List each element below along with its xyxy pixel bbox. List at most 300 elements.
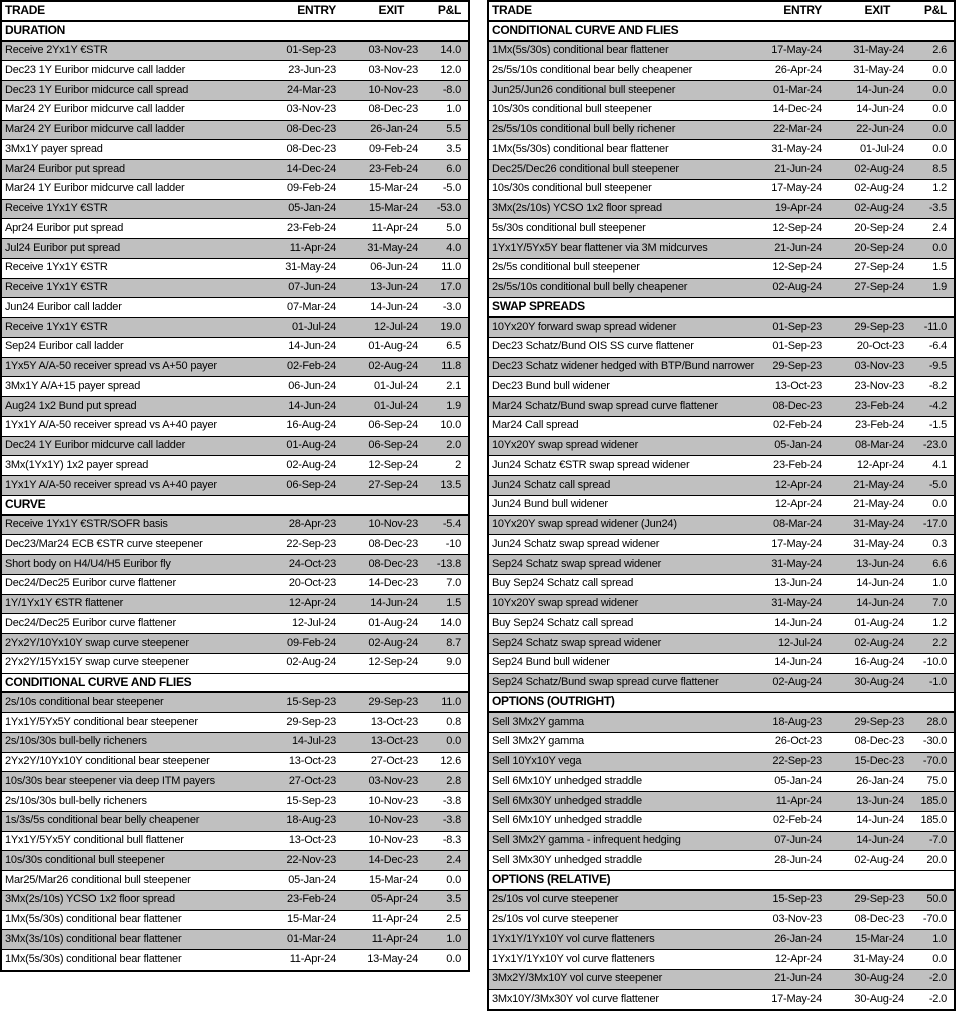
pnl-cell: 28.0 [926,715,947,728]
trade-row[interactable] [489,279,954,299]
trade-row[interactable] [2,693,468,713]
trade-row[interactable] [2,516,468,536]
trade-row[interactable] [2,614,468,634]
exit-cell: 02-Aug-24 [368,636,418,649]
trade-cell: 10s/30s conditional bull steepener [5,853,165,866]
entry-cell: 01-Mar-24 [773,83,822,96]
exit-cell: 08-Dec-23 [854,913,904,925]
entry-cell: 14-Dec-24 [772,103,822,116]
entry-cell: 14-Jun-24 [288,399,336,412]
entry-cell: 02-Feb-24 [287,360,336,372]
trade-row[interactable] [489,516,954,536]
trade-row[interactable] [2,180,468,200]
trade-row[interactable] [489,930,954,950]
trade-cell: Dec23 Schatz/Bund OIS SS curve flattener [492,340,694,353]
trade-row[interactable] [2,298,468,318]
trade-cell: 2s/10s conditional bear steepener [5,695,164,708]
trade-cell: 3Mx(3s/10s) conditional bear flattener [5,932,182,945]
trade-cell: Dec23 1Y Euribor midcurce call spread [5,83,189,96]
trade-row[interactable] [2,871,468,891]
exit-cell: 01-Aug-24 [368,616,418,629]
trade-row[interactable] [2,812,468,832]
trade-row[interactable] [2,456,468,476]
entry-cell: 14-Jun-24 [774,656,822,669]
trade-row[interactable] [489,437,954,457]
trade-row[interactable] [2,595,468,615]
entry-cell: 14-Jun-24 [774,616,822,629]
pnl-cell: 19.0 [440,320,461,333]
section-header-row [2,674,468,694]
trade-row[interactable] [489,358,954,378]
pnl-cell: -5.4 [442,518,461,530]
trade-cell: 10Yx20Y swap spread widener [492,597,639,609]
pnl-cell: 11.8 [441,360,461,372]
entry-cell: 07-Jun-24 [774,834,822,846]
entry-cell: 01-Mar-24 [287,932,336,945]
exit-cell: 10-Nov-23 [368,83,418,96]
exit-cell: 12-Sep-24 [368,656,418,669]
entry-cell: 22-Mar-24 [773,123,822,135]
trade-row[interactable] [489,101,954,121]
exit-cell: 13-Jun-24 [370,281,418,293]
exit-cell: 23-Feb-24 [855,399,904,412]
entry-cell: 23-Jun-23 [288,63,336,76]
trade-cell: Receive 1Yx1Y €STR/SOFR basis [5,518,168,530]
trade-row[interactable] [2,338,468,358]
trade-row[interactable] [489,239,954,259]
trade-row[interactable] [489,832,954,852]
trade-row[interactable] [2,476,468,496]
trade-row[interactable] [489,812,954,832]
exit-cell: 30-Aug-24 [854,676,904,688]
trade-row[interactable] [489,555,954,575]
pnl-cell: 14.0 [440,616,461,629]
trade-row[interactable] [489,595,954,615]
trade-row[interactable] [2,121,468,141]
pnl-cell: 185.0 [920,814,947,827]
trade-row[interactable] [2,417,468,437]
pnl-cell: -6.4 [928,340,947,353]
exit-cell: 31-May-24 [853,518,904,530]
trade-row[interactable] [489,121,954,141]
trade-row[interactable] [489,575,954,595]
entry-cell: 02-Aug-24 [286,458,336,471]
entry-cell: 13-Jun-24 [774,577,822,590]
trade-row[interactable] [2,140,468,160]
entry-cell: 07-Jun-24 [288,281,336,293]
trade-row[interactable] [489,990,954,1010]
trade-row[interactable] [2,891,468,911]
section-header-row [489,693,954,713]
pnl-cell: 1.0 [446,932,461,945]
trade-row[interactable] [489,61,954,81]
entry-cell: 13-Oct-23 [288,834,336,846]
trade-row[interactable] [489,81,954,101]
pnl-cell: 2.1 [446,379,461,392]
entry-cell: 11-Apr-24 [289,241,336,254]
trade-row[interactable] [489,496,954,516]
exit-cell: 27-Sep-24 [854,261,904,274]
trade-cell: 1s/3s/5s conditional bear belly cheapener [5,814,200,827]
pnl-cell: 7.0 [446,577,461,590]
exit-cell: 02-Aug-24 [854,853,904,866]
exit-cell: 27-Sep-24 [854,281,904,293]
exit-cell: 06-Jun-24 [370,261,418,274]
pnl-cell: 6.5 [446,340,461,353]
trade-row[interactable] [2,160,468,180]
trade-cell: 1Yx1Y/1Yx10Y vol curve flatteners [492,932,655,945]
entry-cell: 17-May-24 [771,992,822,1005]
trade-row[interactable] [489,792,954,812]
trade-row[interactable] [489,654,954,674]
pnl-cell: -2.0 [928,992,947,1005]
exit-cell: 15-Mar-24 [369,873,418,886]
trade-row[interactable] [2,930,468,950]
exit-cell: 01-Aug-24 [368,340,418,353]
exit-cell: 26-Jan-24 [370,123,418,135]
exit-cell: 29-Sep-23 [854,320,904,333]
trade-cell: Receive 1Yx1Y €STR [5,261,108,274]
trade-cell: Receive 1Yx1Y €STR [5,202,108,214]
column-header-entry: ENTRY [783,3,822,17]
trade-row[interactable] [2,575,468,595]
trade-row[interactable] [489,674,954,694]
exit-cell: 06-Sep-24 [368,419,418,432]
trade-cell: 2s/10s/30s bull-belly richeners [5,735,147,748]
section-header-row [489,298,954,318]
trade-row[interactable] [489,634,954,654]
entry-cell: 22-Nov-23 [286,853,336,866]
trade-row[interactable] [489,614,954,634]
trade-row[interactable] [489,851,954,871]
trade-cell: Mar24 2Y Euribor midcurve call ladder [5,123,185,135]
trade-row[interactable] [2,555,468,575]
trade-row[interactable] [489,219,954,239]
exit-cell: 12-Apr-24 [856,458,904,471]
pnl-cell: 4.1 [932,458,947,471]
exit-cell: 08-Dec-23 [368,103,418,116]
trade-row[interactable] [489,140,954,160]
column-header-row [2,2,468,22]
exit-cell: 14-Jun-24 [370,300,418,313]
exit-cell: 16-Aug-24 [854,656,904,669]
pnl-cell: -70.0 [922,755,947,767]
pnl-cell: 1.2 [932,616,947,629]
exit-cell: 03-Nov-23 [368,44,418,56]
entry-cell: 31-May-24 [771,557,822,570]
exit-cell: 02-Aug-24 [854,182,904,195]
trade-row[interactable] [489,200,954,220]
entry-cell: 17-May-24 [771,44,822,56]
trade-row[interactable] [489,713,954,733]
trade-row[interactable] [2,713,468,733]
exit-cell: 15-Mar-24 [369,202,418,214]
trade-row[interactable] [2,950,468,970]
entry-cell: 23-Feb-24 [287,893,336,906]
pnl-cell: 0.0 [932,498,947,511]
entry-cell: 11-Apr-24 [775,794,822,807]
trade-cell: 10Yx20Y forward swap spread widener [492,320,677,333]
trade-cell: Sell 3Mx2Y gamma - infrequent hedging [492,834,681,846]
pnl-cell: 6.0 [446,162,461,175]
exit-cell: 14-Jun-24 [856,814,904,827]
trade-row[interactable] [489,950,954,970]
trade-row[interactable] [2,219,468,239]
pnl-cell: 11.0 [441,261,461,274]
trade-cell: 10s/30s conditional bull steepener [492,182,652,195]
trade-cell: Jun24 Euribor call ladder [5,300,122,313]
pnl-cell: 6.6 [932,557,947,570]
trade-row[interactable] [2,318,468,338]
pnl-cell: 8.5 [932,162,947,175]
trade-row[interactable] [2,634,468,654]
trade-row[interactable] [2,437,468,457]
exit-cell: 14-Dec-23 [368,853,418,866]
exit-cell: 11-Apr-24 [371,913,418,925]
exit-cell: 31-May-24 [367,241,418,254]
trade-cell: 10Yx20Y swap spread widener [492,439,639,451]
entry-cell: 20-Oct-23 [288,577,336,590]
entry-cell: 05-Jan-24 [774,774,822,787]
trade-cell: Sep24 Schatz swap spread widener [492,557,662,570]
trade-cell: Dec23 Schatz widener hedged with BTP/Bund narrower [492,360,755,372]
entry-cell: 06-Jun-24 [288,379,336,392]
pnl-cell: 12.6 [440,755,461,767]
entry-cell: 02-Aug-24 [286,656,336,669]
entry-cell: 28-Jun-24 [774,853,822,866]
exit-cell: 02-Aug-24 [854,162,904,175]
exit-cell: 23-Feb-24 [369,162,418,175]
trade-row[interactable] [489,377,954,397]
exit-cell: 30-Aug-24 [854,972,904,985]
trade-cell: 1Mx(5s/30s) conditional bear flattener [492,44,669,56]
entry-cell: 12-Apr-24 [288,597,336,609]
exit-cell: 01-Jul-24 [859,142,904,155]
trade-row[interactable] [2,792,468,812]
trade-cell: Mar25/Mar26 conditional bull steepener [5,873,191,886]
trade-row[interactable] [489,772,954,792]
pnl-cell: 0.0 [932,142,947,155]
trade-row[interactable] [2,239,468,259]
trade-row[interactable] [489,397,954,417]
entry-cell: 12-Sep-24 [772,261,822,274]
exit-cell: 02-Aug-24 [368,360,418,372]
trade-row[interactable] [2,81,468,101]
pnl-cell: -30.0 [922,735,947,748]
trade-row[interactable] [2,772,468,792]
trade-row[interactable] [2,397,468,417]
trade-cell: 10Yx20Y swap spread widener (Jun24) [492,518,677,530]
trade-row[interactable] [489,180,954,200]
entry-cell: 26-Jan-24 [774,932,822,945]
exit-cell: 13-May-24 [367,953,418,965]
pnl-cell: 5.5 [446,123,461,135]
trade-cell: Buy Sep24 Schatz call spread [492,616,634,629]
pnl-cell: 0.3 [932,537,947,550]
pnl-cell: 4.0 [446,241,461,254]
pnl-cell: 20.0 [926,853,947,866]
entry-cell: 14-Jul-23 [291,735,336,748]
exit-cell: 15-Mar-24 [369,182,418,195]
trade-cell: Dec23 1Y Euribor midcurve call ladder [5,63,186,76]
trade-row[interactable] [2,61,468,81]
trade-row[interactable] [2,654,468,674]
pnl-cell: -3.8 [442,794,461,807]
trade-cell: 1Yx1Y/5Yx5Y bear flattener via 3M midcurves [492,241,708,254]
trade-row[interactable] [2,200,468,220]
trade-cell: 2s/10s vol curve steepener [492,913,619,925]
trade-row[interactable] [2,851,468,871]
pnl-cell: 2.6 [932,44,947,56]
entry-cell: 22-Sep-23 [772,755,822,767]
entry-cell: 03-Nov-23 [772,913,822,925]
entry-cell: 01-Jul-24 [291,320,336,333]
pnl-cell: -11.0 [923,320,947,333]
pnl-cell: 1.0 [446,103,461,116]
trade-cell: 1Yx1Y A/A-50 receiver spread vs A+40 payer [5,419,217,432]
trade-cell: Sell 6Mx10Y unhedged straddle [492,774,642,787]
trade-row[interactable] [489,911,954,931]
entry-cell: 16-Aug-24 [286,419,336,432]
trade-cell: 10s/30s conditional bull steepener [492,103,652,116]
pnl-cell: -13.8 [436,557,461,570]
pnl-cell: -4.2 [928,399,947,412]
trade-row[interactable] [489,733,954,753]
trade-cell: 2Yx2Y/15Yx15Y swap curve steepener [5,656,189,669]
trade-cell: Sell 3Mx2Y gamma [492,715,584,728]
entry-cell: 14-Dec-24 [286,162,336,175]
trade-cell: Dec24 1Y Euribor midcurve call ladder [5,439,186,451]
exit-cell: 03-Nov-23 [368,63,418,76]
trade-row[interactable] [489,970,954,990]
section-title: OPTIONS (OUTRIGHT) [492,694,615,709]
exit-cell: 29-Sep-23 [854,715,904,728]
trade-row[interactable] [2,535,468,555]
trade-cell: 2Yx2Y/10Yx10Y conditional bear steepener [5,755,210,767]
trade-cell: 1Mx(5s/30s) conditional bear flattener [492,142,669,155]
trade-cell: Receive 2Yx1Y €STR [5,44,108,56]
trade-row[interactable] [489,417,954,437]
entry-cell: 09-Feb-24 [287,636,336,649]
exit-cell: 23-Nov-23 [854,379,904,392]
section-header-row [2,496,468,516]
column-header-exit: EXIT [378,3,404,17]
trade-row[interactable] [489,160,954,180]
trade-cell: 2Yx2Y/10Yx10Y swap curve steepener [5,636,189,649]
section-title: CONDITIONAL CURVE AND FLIES [492,22,679,37]
trade-row[interactable] [2,42,468,62]
entry-cell: 03-Nov-23 [286,103,336,116]
exit-cell: 14-Jun-24 [856,83,904,96]
trade-cell: 1Yx1Y A/A-50 receiver spread vs A+40 payer [5,478,217,491]
trade-cell: Dec24/Dec25 Euribor curve flattener [5,577,176,590]
entry-cell: 07-Mar-24 [287,300,336,313]
entry-cell: 19-Apr-24 [774,202,822,214]
entry-cell: 01-Sep-23 [772,320,822,333]
trade-cell: Apr24 Euribor put spread [5,221,124,234]
pnl-cell: 2 [455,458,461,471]
trade-row[interactable] [489,259,954,279]
entry-cell: 18-Aug-23 [772,715,822,728]
exit-cell: 15-Dec-23 [854,755,904,767]
trade-row[interactable] [2,911,468,931]
exit-cell: 30-Aug-24 [854,992,904,1005]
trade-row[interactable] [489,42,954,62]
trade-table-left [0,0,470,972]
exit-cell: 13-Jun-24 [856,557,904,570]
trade-row[interactable] [489,891,954,911]
entry-cell: 05-Jan-24 [288,202,336,214]
trade-row[interactable] [489,476,954,496]
trade-cell: Sell 3Mx30Y unhedged straddle [492,853,642,866]
entry-cell: 26-Apr-24 [774,63,822,76]
pnl-cell: 1.5 [932,261,947,274]
entry-cell: 08-Dec-23 [286,142,336,155]
trade-cell: 1Mx(5s/30s) conditional bear flattener [5,913,182,925]
trade-row[interactable] [489,535,954,555]
pnl-cell: 2.2 [932,636,947,649]
trade-cell: Receive 1Yx1Y €STR [5,281,108,293]
trade-row[interactable] [2,101,468,121]
trade-row[interactable] [489,753,954,773]
trade-row[interactable] [2,358,468,378]
exit-cell: 13-Oct-23 [370,715,418,728]
trade-row[interactable] [489,338,954,358]
trade-cell: Short body on H4/U4/H5 Euribor fly [5,557,171,570]
trade-row[interactable] [2,377,468,397]
trade-cell: Mar24 1Y Euribor midcurve call ladder [5,182,185,195]
trade-cell: Sep24 Bund bull widener [492,656,610,669]
trade-cell: 3Mx(2s/10s) YCSO 1x2 floor spread [492,202,662,214]
entry-cell: 22-Sep-23 [286,537,336,550]
entry-cell: 12-Apr-24 [774,498,822,511]
exit-cell: 11-Apr-24 [371,932,418,945]
entry-cell: 08-Dec-23 [772,399,822,412]
entry-cell: 08-Dec-23 [286,123,336,135]
entry-cell: 12-Jul-24 [777,636,822,649]
exit-cell: 10-Nov-23 [368,834,418,846]
pnl-cell: -10.0 [922,656,947,669]
exit-cell: 14-Jun-24 [856,577,904,590]
exit-cell: 14-Jun-24 [856,834,904,846]
entry-cell: 21-Jun-24 [774,162,822,175]
trade-row[interactable] [2,832,468,852]
entry-cell: 29-Sep-23 [772,360,822,372]
trade-row[interactable] [2,733,468,753]
trade-row[interactable] [489,318,954,338]
entry-cell: 28-Apr-23 [288,518,336,530]
trade-cell: 5s/30s conditional bull steepener [492,221,646,234]
section-header-row [489,871,954,891]
exit-cell: 31-May-24 [853,952,904,965]
trade-row[interactable] [2,753,468,773]
entry-cell: 24-Oct-23 [288,557,336,570]
pnl-cell: 8.7 [446,636,461,649]
entry-cell: 29-Sep-23 [286,715,336,728]
trade-row[interactable] [2,259,468,279]
pnl-cell: 0.0 [446,735,461,748]
trade-row[interactable] [489,456,954,476]
trade-cell: Sep24 Schatz swap spread widener [492,636,662,649]
pnl-cell: 9.0 [446,656,461,669]
exit-cell: 31-May-24 [853,537,904,550]
pnl-cell: -53.0 [436,202,461,214]
trade-cell: 3Mx2Y/3Mx10Y vol curve steepener [492,972,663,985]
entry-cell: 14-Jun-24 [288,340,336,353]
trade-row[interactable] [2,279,468,299]
exit-cell: 22-Jun-24 [856,123,904,135]
trade-cell: 1Yx1Y/1Yx10Y vol curve flatteners [492,952,655,965]
